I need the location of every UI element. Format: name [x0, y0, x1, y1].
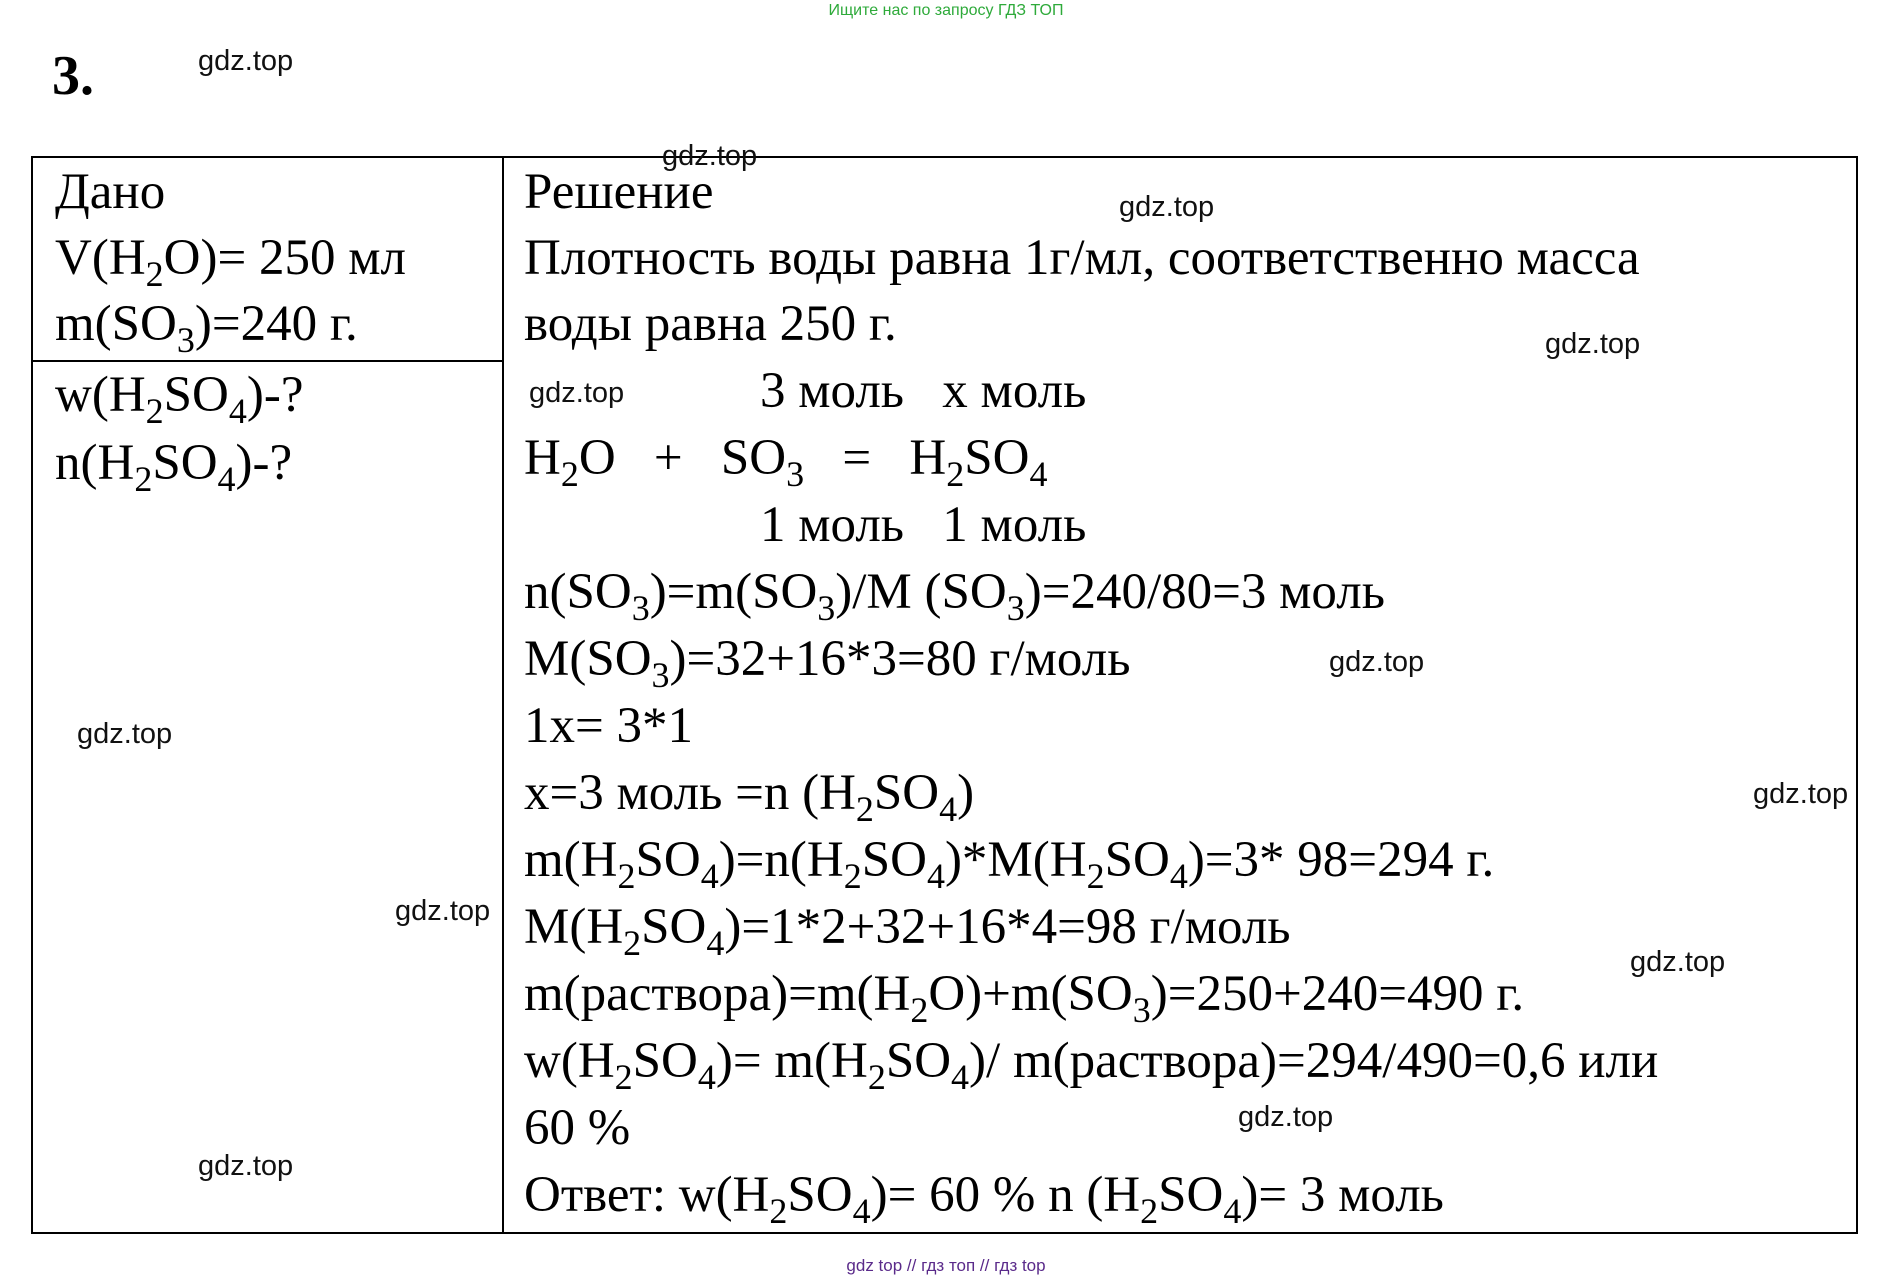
equation-top-labels: 3 моль x моль [760, 363, 1087, 419]
watermark: gdz.top [198, 1150, 294, 1182]
watermark: gdz.top [529, 377, 625, 409]
watermark: gdz.top [77, 718, 173, 750]
given-mass: $m(SO_3)=240$ г. [55, 296, 358, 360]
bottom-banner[interactable]: gdz top // гдз топ // гдз top [846, 1256, 1046, 1275]
column-divider [502, 158, 504, 1232]
mass-fraction-percent: 60 % [524, 1100, 631, 1156]
given-volume: $V(H_2O)= 250$ мл [55, 230, 406, 294]
watermark: gdz.top [1119, 191, 1215, 223]
solution-header: Решение [524, 164, 714, 220]
watermark: gdz.top [1238, 1101, 1334, 1133]
watermark: gdz.top [1329, 646, 1425, 678]
watermark: gdz.top [1630, 946, 1726, 978]
answer-line: Ответ: $w(H_2SO_4)= 60$ % n $(H_2SO_4)= 3$ моль [524, 1167, 1444, 1231]
find-mass-fraction: $w(H_2SO_4)-$? [55, 367, 304, 431]
task-number: 3. [52, 45, 94, 107]
solution-mass-calc: $m(раствора)=m(H_2O)+m(SO_3)=250+240=490$ г. [524, 966, 1525, 1030]
task-table [31, 156, 1858, 1234]
x-result: x=3 моль =n $(H_2SO_4)$ [524, 765, 975, 829]
mass-fraction-calc: $w(H_2SO_4)= m(H_2SO_4)/$ m(раствора)=294/490=0,6 или [524, 1033, 1659, 1097]
find-amount: $n(H_2SO_4)-$? [55, 435, 293, 499]
molar-mass-h2so4: $M(H_2SO_4)=1*2+32+16*4=98$ г/моль [524, 899, 1291, 963]
n-so3-calc: $n(SO_3)=m(SO_3)/M$ $(SO_3)=240/80=3$ моль [524, 564, 1385, 628]
given-header: Дано [55, 164, 166, 220]
molar-mass-so3: $M(SO_3)=32+16*3=80$ г/моль [524, 631, 1131, 695]
density-line-1: Плотность воды равна 1г/мл, соответственно масса [524, 230, 1640, 286]
top-banner[interactable]: Ищите нас по запросу ГДЗ ТОП [828, 2, 1064, 19]
density-line-2: воды равна 250 г. [524, 296, 897, 352]
watermark: gdz.top [395, 895, 491, 927]
reaction-equation: $H_2O + SO_3 = H_2SO_4$ [524, 430, 1048, 494]
watermark: gdz.top [1545, 328, 1641, 360]
watermark: gdz.top [1753, 778, 1849, 810]
mass-h2so4-calc: $m(H_2SO_4)=n(H_2SO_4)*M(H_2SO_4)=3*$ 98=294 г. [524, 832, 1495, 896]
equation-bottom-labels: 1 моль 1 моль [760, 497, 1087, 553]
watermark: gdz.top [662, 140, 758, 172]
proportion: 1x= 3*1 [524, 698, 694, 754]
watermark: gdz.top [198, 45, 294, 77]
given-divider [33, 360, 502, 362]
